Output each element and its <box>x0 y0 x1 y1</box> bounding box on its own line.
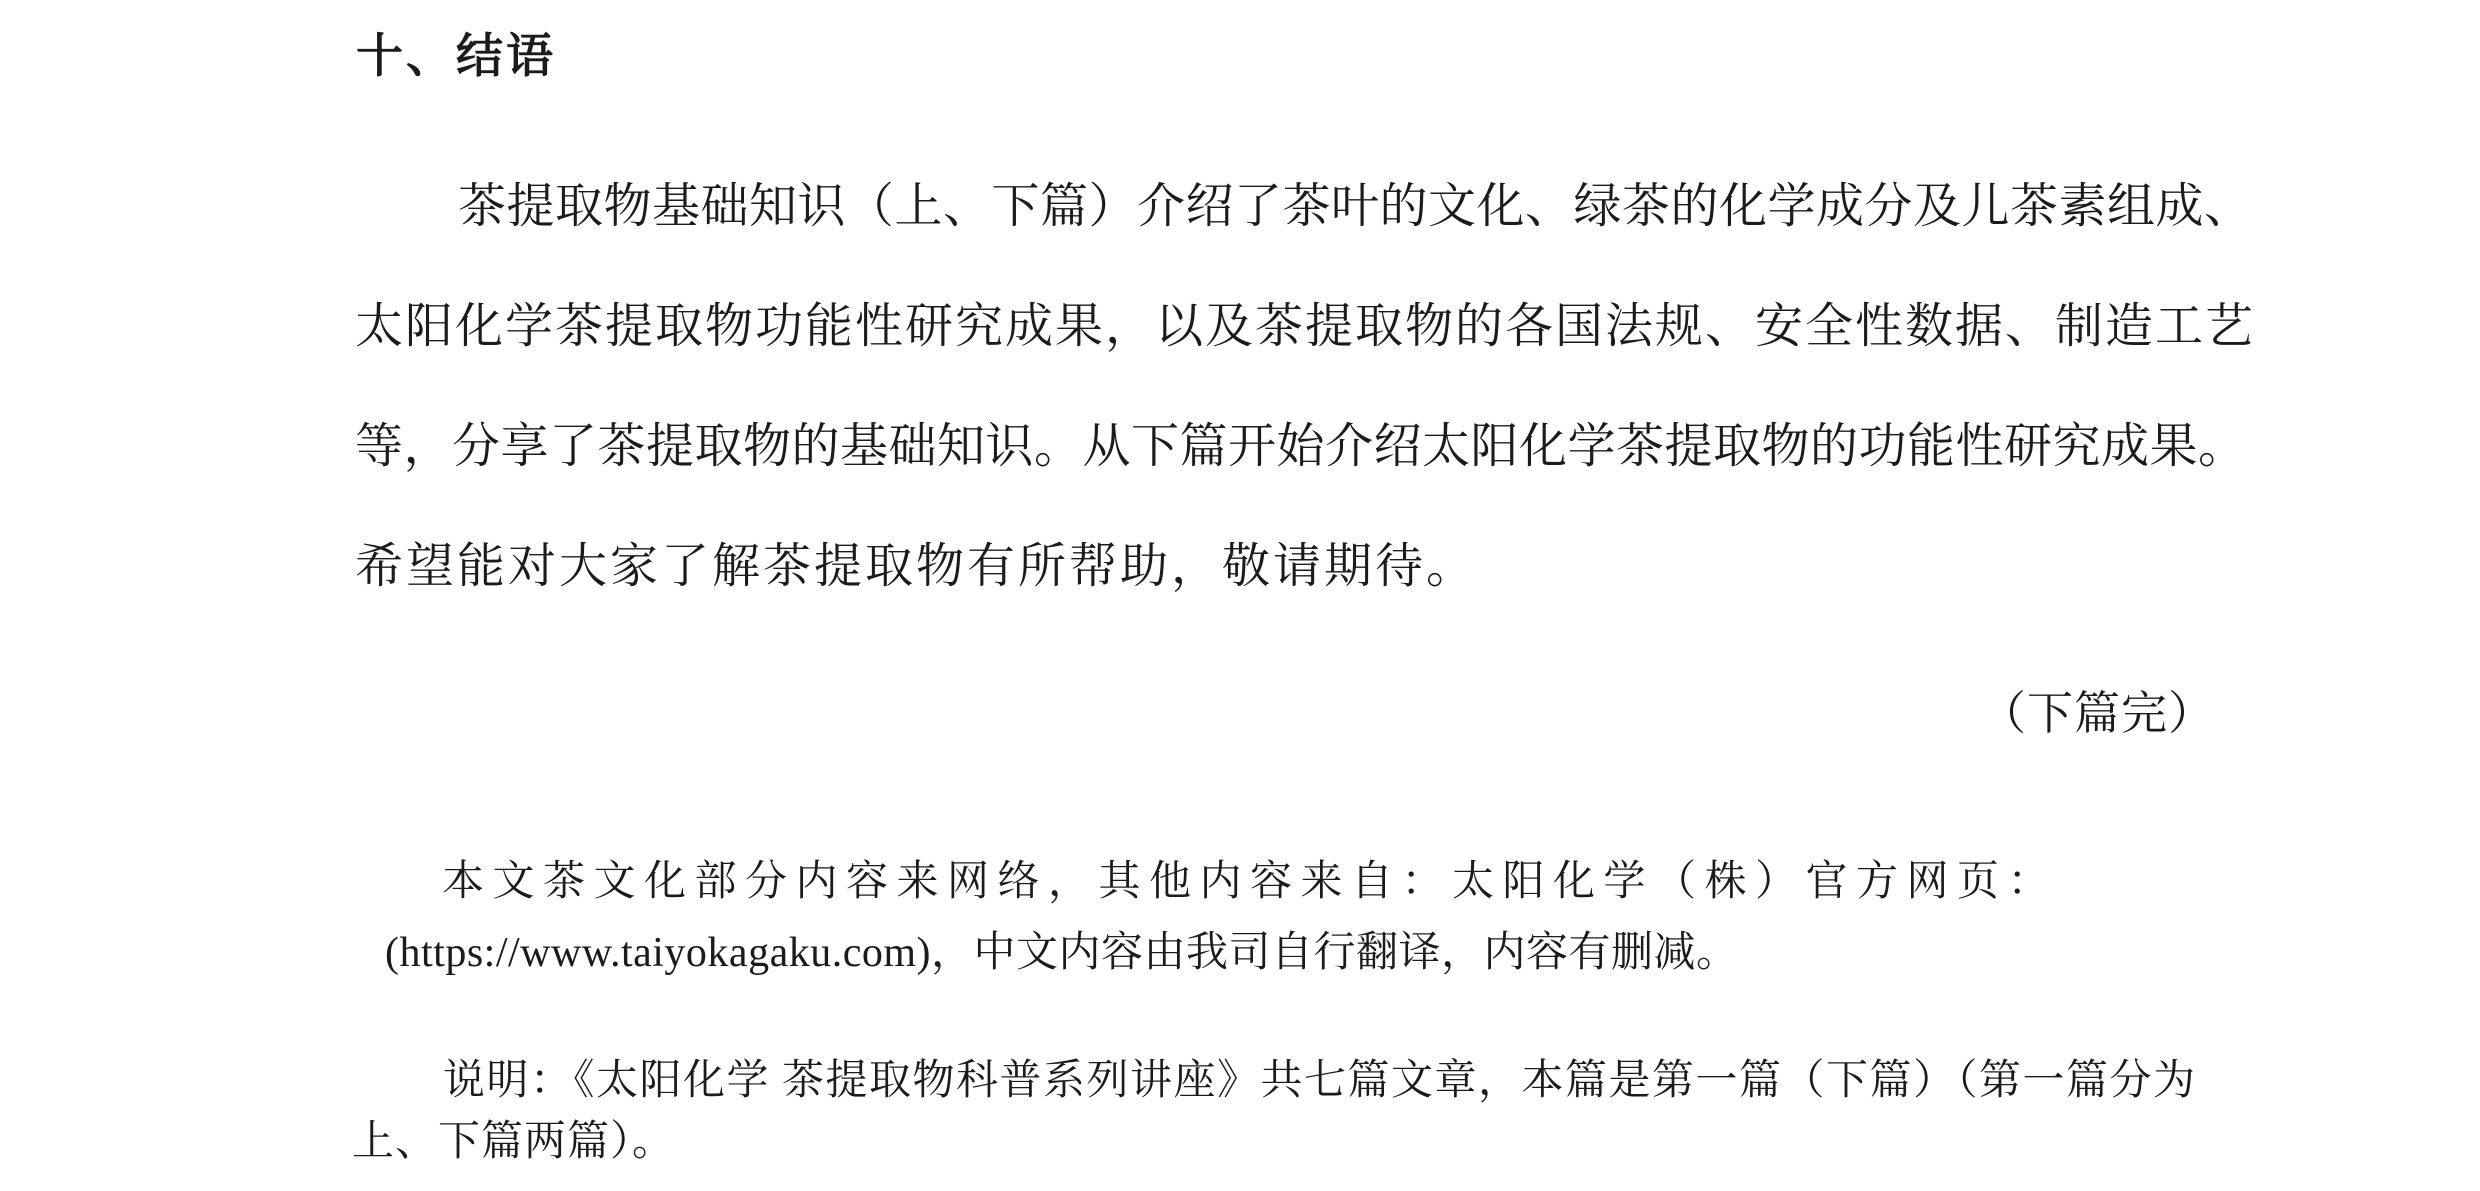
section-heading: 十、结语 <box>356 29 556 82</box>
body-paragraph-line-2: 太阳化学茶提取物功能性研究成果，以及茶提取物的各国法规、安全性数据、制造工艺 <box>355 300 2256 353</box>
series-note-line-2: 上、下篇两篇）。 <box>352 1119 676 1165</box>
body-paragraph-line-1: 茶提取物基础知识（上、下篇）介绍了茶叶的文化、绿茶的化学成分及儿茶素组成、 <box>458 180 2253 233</box>
body-paragraph-line-4: 希望能对大家了解茶提取物有所帮助，敬请期待。 <box>355 540 1478 593</box>
series-note-line-1: 说明：《太阳化学 茶提取物科普系列讲座》共七篇文章，本篇是第一篇（下篇）（第一篇分为 <box>443 1058 2197 1104</box>
source-note-line-2-url: (https://www.taiyokagaku.com)，中文内容由我司自行翻译，内容有删减。 <box>385 930 1739 976</box>
body-paragraph-line-3: 等，分享了茶提取物的基础知识。从下篇开始介绍太阳化学茶提取物的功能性研究成果。 <box>355 420 2247 473</box>
part-end-marker: （下篇完） <box>1980 688 2215 739</box>
source-note-line-1: 本文茶文化部分内容来网络，其他内容来自：太阳化学（株）官方网页： <box>442 859 2059 905</box>
